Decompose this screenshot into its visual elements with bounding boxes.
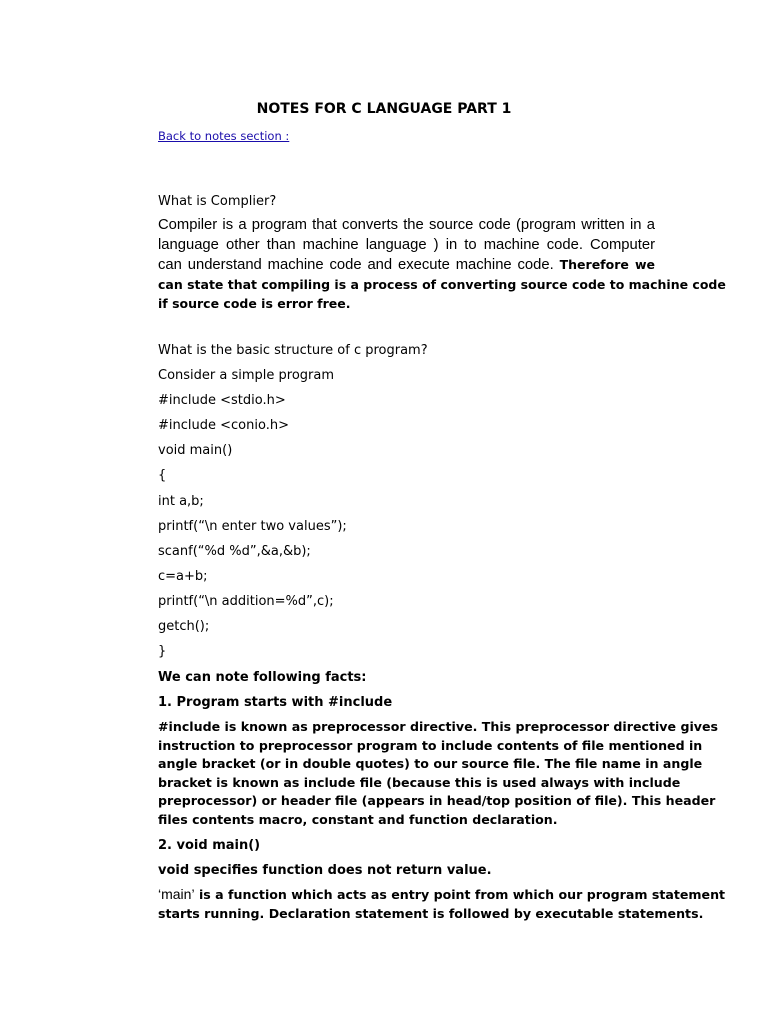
paragraph-bold-line: if source code is error free. [158,296,351,311]
paragraph-text: can understand machine code and execute machine code. [158,257,554,273]
paragraph-line: Compiler is a program that converts the source code (program written in a [158,217,655,233]
paragraph-text: is a function which acts as entry point from which our program statement [198,887,726,902]
point-1-heading: 1. Program starts with #include [158,695,393,710]
paragraph-line: preprocessor) or header file (appears in head/top position of file). This header [158,793,716,809]
code-line: { [158,468,167,483]
paragraph-line: language other than machine language ) in to machine code. Computer [158,236,655,253]
facts-heading: We can note following facts: [158,670,367,685]
page-title: NOTES FOR C LANGUAGE PART 1 [256,101,512,117]
code-line: c=a+b; [158,569,208,584]
question-compiler: What is Complier? [158,194,277,209]
main-paragraph [158,885,726,923]
code-line: printf(“\n addition=%d”,c); [158,594,334,609]
preprocessor-paragraph [158,718,719,830]
code-line: int a,b; [158,494,204,509]
point-2-heading: 2. void main() [158,838,261,853]
void-description: void specifies function does not return value. [158,863,492,878]
code-line: #include <conio.h> [158,418,289,433]
question-structure: What is the basic structure of c program? [158,343,428,358]
paragraph-line: instruction to preprocessor program to include contents of file mentioned in [158,737,703,753]
compiler-paragraph [158,216,726,314]
code-line: } [158,644,167,659]
code-line: getch(); [158,619,210,634]
paragraph-line: angle bracket (or in double quotes) to our source file. The file name in angle [158,756,703,772]
paragraph-line [158,255,655,275]
paragraph-line: bracket is known as include file (because this is used always with include [158,774,681,790]
code-line: scanf(“%d %d”,&a,&b); [158,544,311,559]
paragraph-bold-line: can state that compiling is a process of converting source code to machine code [158,276,726,292]
paragraph-line [158,885,726,904]
consider-text: Consider a simple program [158,368,335,383]
paragraph-line: #include is known as preprocessor directive. This preprocessor directive gives [158,719,719,734]
paragraph-bold-text: Therefore we [559,257,655,272]
code-line: printf(“\n enter two values”); [158,519,347,534]
back-to-notes-link[interactable]: Back to notes section : [158,129,290,143]
main-quoted-word: ‘main’ [158,886,195,902]
paragraph-line: starts running. Declaration statement is followed by executable statements. [158,906,704,921]
code-line: void main() [158,443,233,458]
paragraph-line: files contents macro, constant and function declaration. [158,811,558,827]
code-line: #include <stdio.h> [158,393,286,408]
